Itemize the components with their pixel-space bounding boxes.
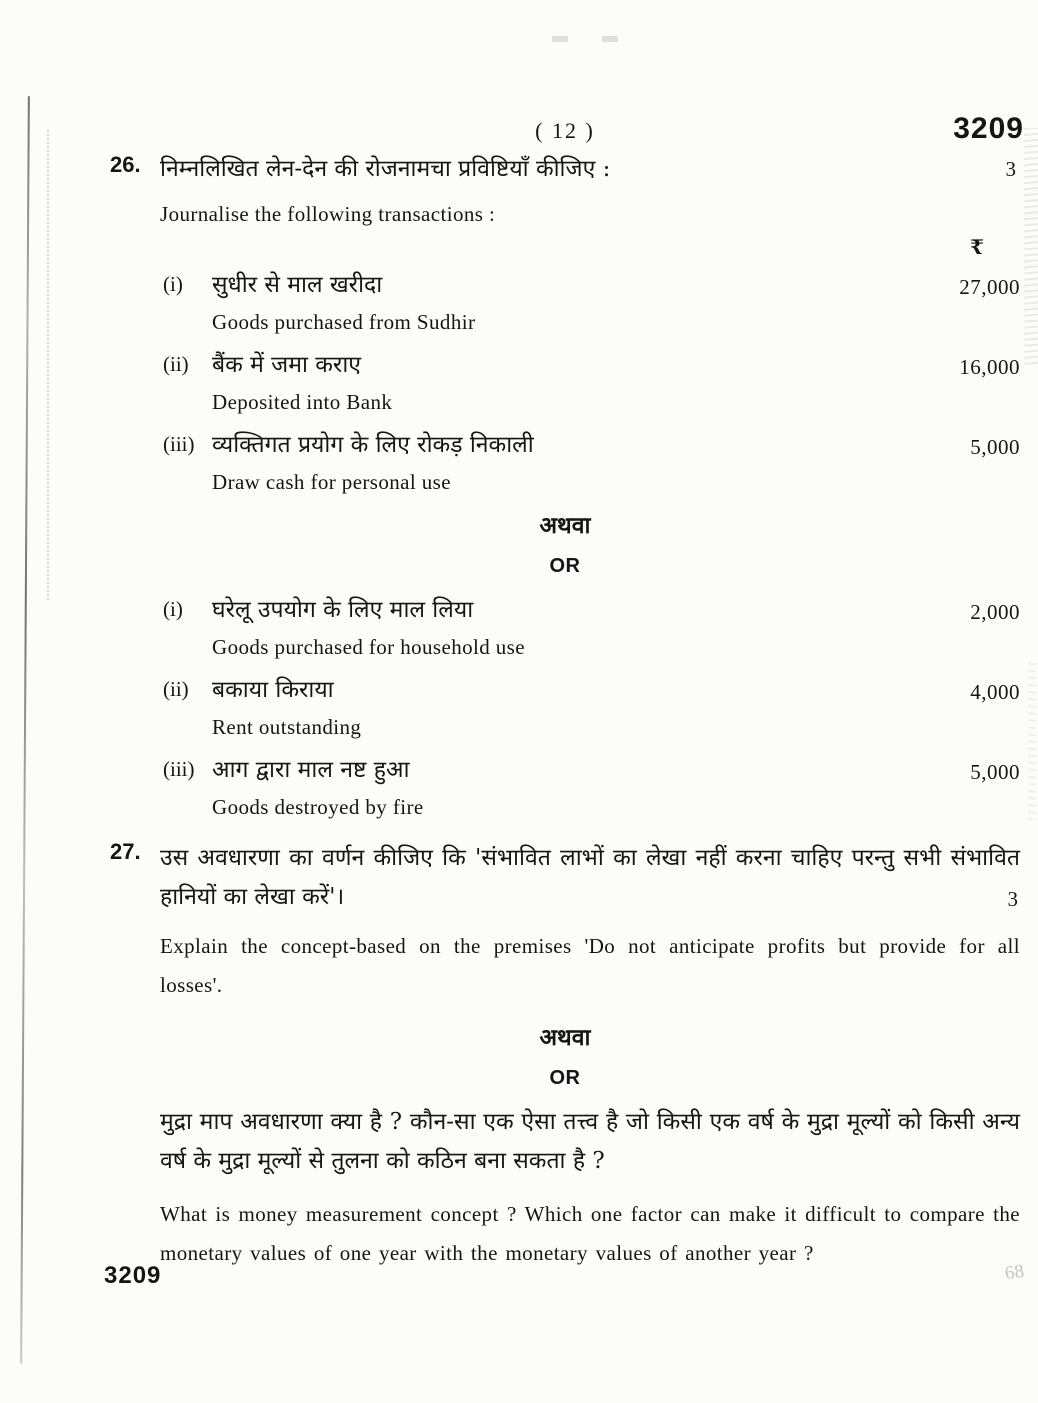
transaction-text bbox=[212, 754, 900, 821]
question-27-english: Explain the concept-based on the premises 'Do not anticipate profits but provide for all losses'. bbox=[160, 934, 1020, 997]
scan-scratch-line bbox=[20, 96, 30, 1364]
transaction-text bbox=[212, 674, 900, 741]
transaction-hindi: सुधीर से माल खरीदा bbox=[212, 272, 383, 298]
question-27-heading bbox=[110, 839, 1020, 917]
transaction-amount: 5,000 bbox=[970, 760, 1020, 784]
transaction-english: Deposited into Bank bbox=[212, 390, 393, 414]
transaction-label: (i) bbox=[163, 272, 183, 296]
transaction-hindi: व्यक्तिगत प्रयोग के लिए रोकड़ निकाली bbox=[212, 432, 534, 458]
faint-stamp-mark: 68 bbox=[1003, 1260, 1026, 1285]
transaction-list-main bbox=[163, 269, 1020, 496]
question-27-number: 27. bbox=[110, 839, 141, 864]
scan-edge-noise bbox=[1024, 128, 1038, 368]
transaction-english: Goods destroyed by fire bbox=[212, 795, 424, 819]
transaction-row bbox=[163, 674, 1020, 741]
scan-dashed-artifact bbox=[47, 130, 49, 600]
transaction-label: (ii) bbox=[163, 677, 189, 701]
transaction-hindi: घरेलू उपयोग के लिए माल लिया bbox=[212, 597, 474, 623]
transaction-text bbox=[212, 269, 900, 336]
transaction-label: (ii) bbox=[163, 352, 189, 376]
transaction-amount: 4,000 bbox=[970, 680, 1020, 704]
transaction-row bbox=[163, 429, 1020, 496]
transaction-label: (iii) bbox=[163, 757, 195, 781]
or-separator-english: OR bbox=[549, 1067, 581, 1089]
question-26-number: 26. bbox=[110, 152, 141, 177]
transaction-english: Draw cash for personal use bbox=[212, 470, 451, 494]
transaction-row bbox=[163, 594, 1020, 661]
transaction-hindi: आग द्वारा माल नष्ट हुआ bbox=[212, 757, 410, 783]
transaction-row bbox=[163, 754, 1020, 821]
question-26-english: Journalise the following transactions : bbox=[160, 202, 496, 226]
page-content bbox=[110, 0, 1020, 1273]
or-separator-hindi: अथवा bbox=[539, 512, 591, 539]
question-27-marks: 3 bbox=[1007, 887, 1018, 911]
transaction-amount: 27,000 bbox=[959, 275, 1020, 299]
transaction-english: Goods purchased for household use bbox=[212, 635, 525, 659]
or-separator-english: OR bbox=[549, 555, 581, 577]
transaction-hindi: बकाया किराया bbox=[212, 677, 334, 703]
transaction-text bbox=[212, 594, 900, 661]
transaction-amount: 5,000 bbox=[970, 435, 1020, 459]
question-27-alt-english: What is money measurement concept ? Which one factor can make it difficult to compare the monetary values of one year with the monetary values of another year ? bbox=[160, 1202, 1020, 1265]
transaction-english: Goods purchased from Sudhir bbox=[212, 310, 476, 334]
question-27-hindi: उस अवधारणा का वर्णन कीजिए कि 'संभावित लाभों का लेखा नहीं करना चाहिए परन्तु सभी संभावित हानियों का लेखा करें'। bbox=[160, 845, 1020, 910]
transaction-label: (i) bbox=[163, 597, 183, 621]
question-26-marks: 3 bbox=[1005, 157, 1016, 181]
transaction-amount: 16,000 bbox=[959, 355, 1020, 379]
question-26-hindi: निम्नलिखित लेन-देन की रोजनामचा प्रविष्टियाँ कीजिए : bbox=[160, 156, 611, 182]
transaction-row bbox=[163, 349, 1020, 416]
transaction-english: Rent outstanding bbox=[212, 715, 362, 739]
page-number: ( 12 ) bbox=[535, 118, 595, 143]
transaction-text bbox=[212, 349, 900, 416]
question-27-row bbox=[110, 839, 1020, 917]
transaction-hindi: बैंक में जमा कराए bbox=[212, 352, 362, 378]
paper-code-footer: 3209 bbox=[104, 1262, 162, 1289]
question-27-alt-hindi: मुद्रा माप अवधारणा क्या है ? कौन-सा एक ऐसा तत्त्व है जो किसी एक वर्ष के मुद्रा मूल्यों को किसी अन्य वर्ष के मुद्रा मूल्यों से तुलना को कठिन बना सकता है ? bbox=[160, 1109, 1020, 1174]
transaction-amount: 2,000 bbox=[970, 600, 1020, 624]
transaction-label: (iii) bbox=[163, 432, 195, 456]
transaction-text bbox=[212, 429, 900, 496]
scan-edge-noise bbox=[1028, 660, 1036, 820]
question-26-heading bbox=[110, 152, 1020, 186]
transaction-list-alternative bbox=[163, 594, 1020, 821]
rupee-symbol: ₹ bbox=[970, 235, 984, 259]
or-separator-hindi: अथवा bbox=[539, 1024, 591, 1051]
transaction-row bbox=[163, 269, 1020, 336]
paper-code-top-right: 3209 bbox=[953, 112, 1024, 145]
